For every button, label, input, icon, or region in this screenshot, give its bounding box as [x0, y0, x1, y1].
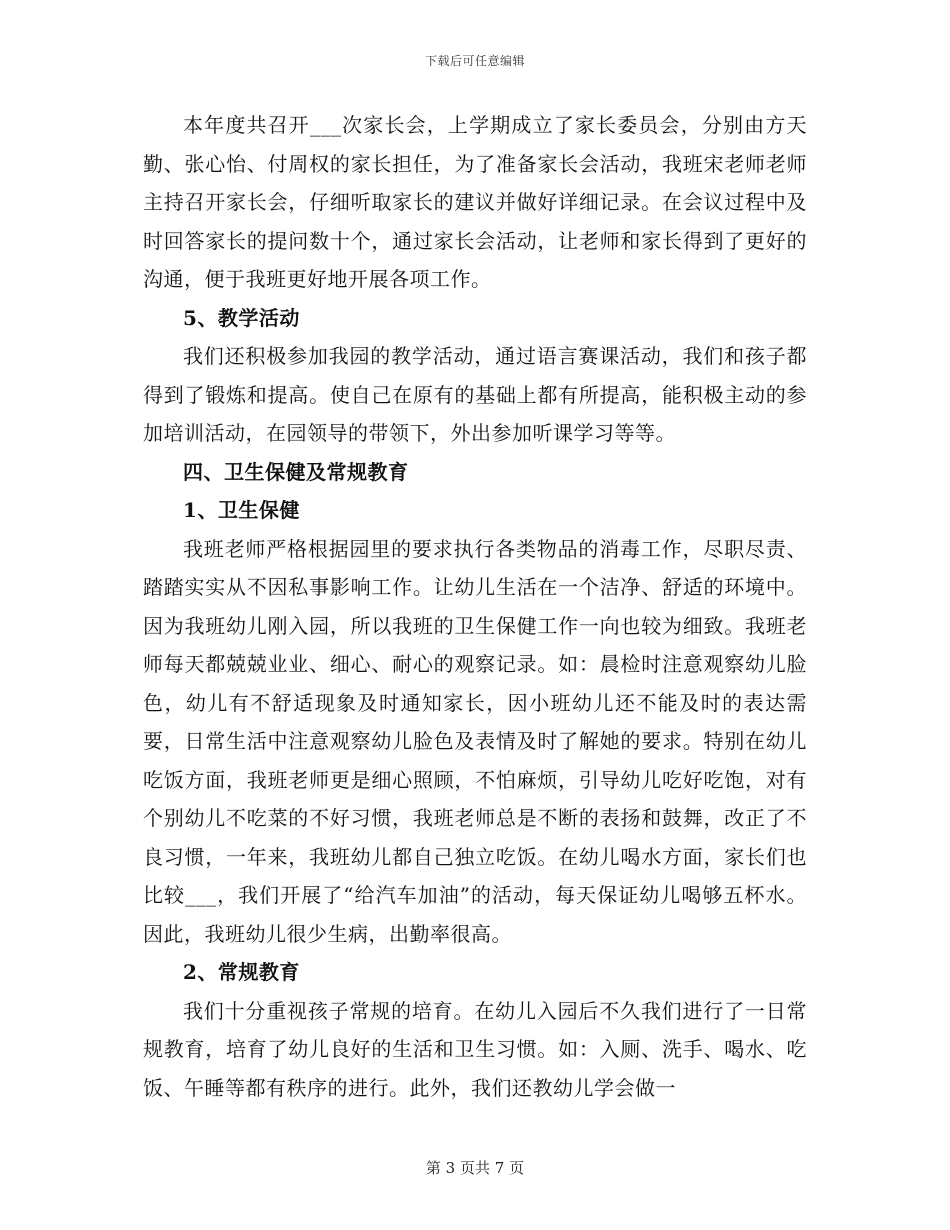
paragraph-teaching-activities: 我们还积极参加我园的教学活动，通过语言赛课活动，我们和孩子都得到了锻炼和提高。使自己在原有的基础上都有所提高，能积极主动的参加培训活动，在园领导的带领下，外出参加听课学习等等。 [143, 344, 807, 445]
paragraph-hygiene-care: 我班老师严格根据园里的要求执行各类物品的消毒工作，尽职尽责、踏踏实实从不因私事影响工作。让幼儿生活在一个洁净、舒适的环境中。因为我班幼儿刚入园，所以我班的卫生保健工作一向也较为细致。我班老师每天都兢兢业业、细心、耐心的观察记录。如：晨检时注意观察幼儿脸色，幼儿有不舒适现象及时通知家长，因小班幼儿还不能及时的表达需要，日常生活中注意观察幼儿脸色及表情及时了解她的要求。特别在幼儿吃饭方面，我班老师更是细心照顾，不怕麻烦，引导幼儿吃好吃饱，对有个别幼儿不吃菜的不好习惯，我班老师总是不断的表扬和鼓舞，改正了不良习惯，一年来，我班幼儿都自己独立吃饭。在幼儿喝水方面，家长们也比较___，我们开展了“给汽车加油”的活动，每天保证幼儿喝够五杯水。因此，我班幼儿很少生病，出勤率很高。 [143, 536, 807, 946]
document-body [143, 106, 807, 1107]
page-header: 下载后可任意编辑 [424, 54, 525, 68]
heading-routine-education: 2、常规教育 [183, 960, 300, 984]
heading-hygiene-care: 1、卫生保健 [183, 498, 300, 522]
heading-hygiene-and-routine: 四、卫生保健及常规教育 [183, 459, 409, 484]
paragraph-routine-education: 我们十分重视孩子常规的培育。在幼儿入园后不久我们进行了一日常规教育，培育了幼儿良好的生活和卫生习惯。如：入厕、洗手、喝水、吃饭、午睡等都有秩序的进行。此外，我们还教幼儿学会做一 [143, 998, 807, 1100]
page-number: 第 3 页共 7 页 [425, 1159, 525, 1177]
heading-teaching-activities: 5、教学活动 [183, 305, 300, 330]
paragraph-parent-meetings: 本年度共召开___次家长会，上学期成立了家长委员会，分别由方天勤、张心怡、付周权的家长担任，为了准备家长会活动，我班宋老师老师主持召开家长会，仔细听取家长的建议并做好详细记录。在会议过程中及时回答家长的提问数十个，通过家长会活动，让老师和家长得到了更好的沟通，便于我班更好地开展各项工作。 [143, 113, 807, 291]
